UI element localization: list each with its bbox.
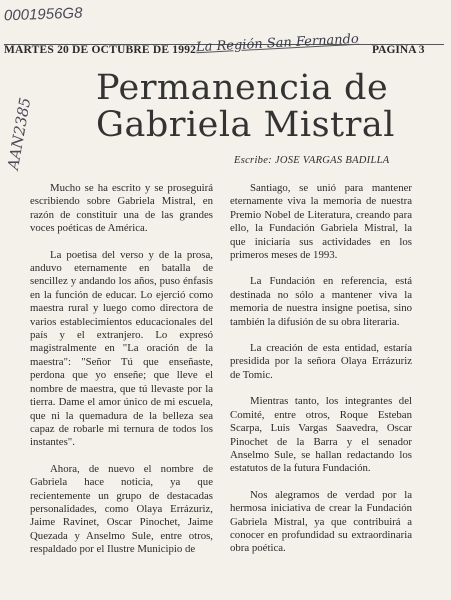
- paragraph: La poetisa del verso y de la prosa, anduvo eternamente en batalla de sencillez y andando los años, puso énfasis en la función de educar. Lo ejerció como maestra rural y luego como directora de varios establecimientos educacionales del país y el extranjero. Lo expresó magistralmente en "La oración de la maestra": "Señor Tú que enseñaste, perdona que yo enseñe; que lleve el nombre de maestra, que tú llevaste por la tierra. Dame el amor único de mi escuela, que ni la quemadura de la belleza sea capaz de robarle mi ternura de todos los instantes".: [30, 248, 213, 449]
- header-date: MARTES 20 DE OCTUBRE DE 1992: [4, 44, 197, 56]
- title-line-1: Permanencia de: [96, 68, 389, 108]
- article-byline: Escribe: JOSE VARGAS BADILLA: [234, 155, 390, 166]
- handwritten-source-note: La Región San Fernando: [195, 31, 360, 56]
- archive-code: 0001956G8: [3, 4, 83, 25]
- paragraph: La Fundación en referencia, está destinada no sólo a mantener viva la memoria de nuestra insigne poetisa, sino también la difusión de su obra literaria.: [230, 275, 412, 328]
- paragraph: Mientras tanto, los integrantes del Comité, entre otros, Roque Esteban Scarpa, Luis Vargas Saavedra, Oscar Pinochet de la Barra y el senador Anselmo Sule, se hallan redactando los estatutos de la futura Fundación.: [230, 395, 412, 475]
- paragraph: La creación de esta entidad, estaría presidida por la señora Olaya Errázuriz de Tomic.: [230, 342, 412, 381]
- paragraph: Ahora, de nuevo el nombre de Gabriela hace noticia, ya que recientemente un grupo de destacadas personalidades, como Olaya Errázuriz, Jaime Ravinet, Oscar Pinochet, Jaime Quezada y Anselmo Sule, entre otros, respaldado por el Ilustre Municipio de: [30, 462, 213, 556]
- paragraph: Nos alegramos de verdad por la hermosa iniciativa de crear la Fundación Gabriela Mistral, ya que contribuirá a conocer en profundidad su extraordinaria obra poética.: [230, 488, 412, 555]
- paragraph: Santiago, se unió para mantener eternamente viva la memoria de nuestra Premio Nobel de Literatura, creando para ello, la Fundación Gabriela Mistral, la que iniciaría sus actividades en los primeros meses de 1993.: [230, 182, 412, 262]
- right-column: [230, 182, 412, 569]
- page-label: PAGINA 3: [372, 44, 425, 56]
- title-line-2: Gabriela Mistral: [96, 105, 395, 145]
- margin-archive-note: AAN2385: [4, 96, 35, 172]
- paragraph: Mucho se ha escrito y se proseguirá escribiendo sobre Gabriela Mistral, en razón de constituir una de las grandes voces poéticas de América.: [30, 182, 213, 235]
- left-column: [30, 182, 213, 570]
- article-title: [96, 70, 436, 144]
